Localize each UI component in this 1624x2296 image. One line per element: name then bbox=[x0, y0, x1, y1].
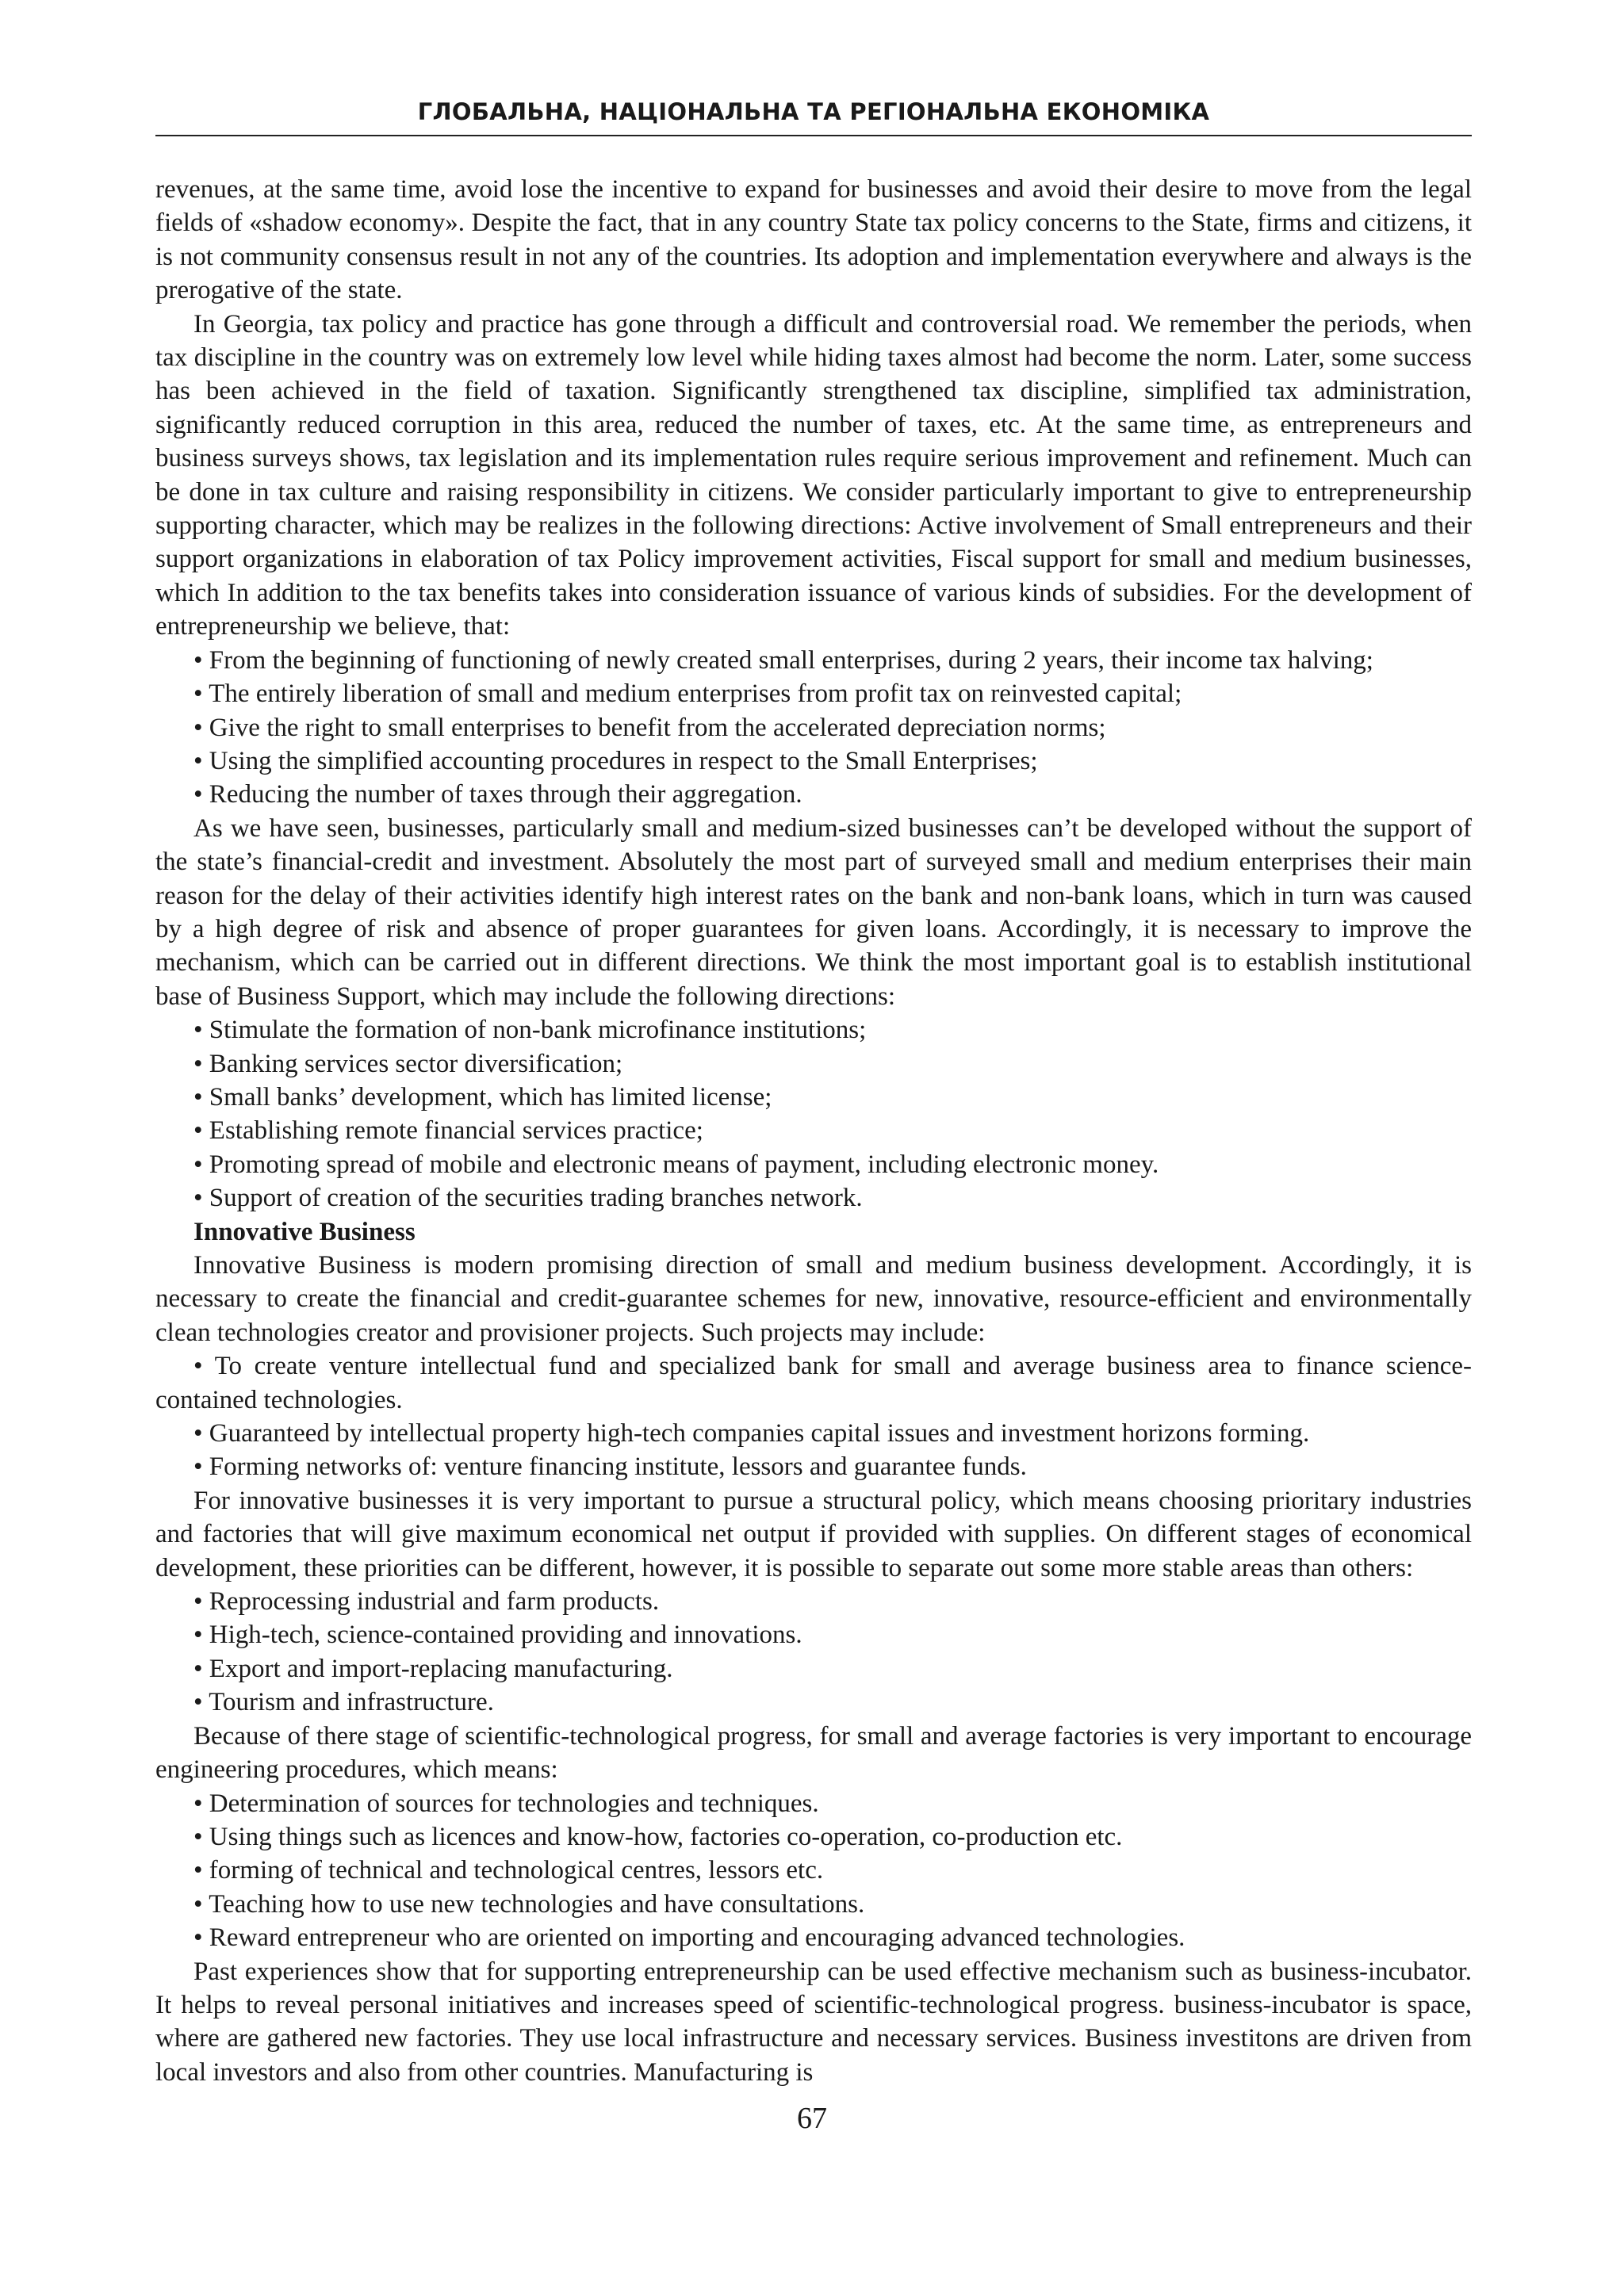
list-item: • Support of creation of the securities trading branches network. bbox=[193, 1184, 863, 1213]
list-item: • Reducing the number of taxes through their aggregation. bbox=[193, 780, 802, 809]
paragraph: In Georgia, tax policy and practice has gone through a difficult and controversial road. We remember the periods, when tax discipline in the country was on extremely low level while hiding taxes almost had become the norm. Later, some success has been achieved in the field of taxation. Significantly strengthened tax discipline, simplified tax administration, significantly reduced corruption in this area, reduced the number of taxes, etc. At the same time, as entrepreneurs and business surveys shows, tax legislation and its implementation rules require serious improvement and refinement. Much can be done in tax culture and raising responsibility in citizens. We consider particularly important to give to entrepreneurship supporting character, which may be realizes in the following directions: Active involvement of Small entrepreneurs and their support organizations in elaboration of tax Policy improvement activities, Fiscal support for small and medium businesses, which In addition to the tax benefits takes into consideration issuance of various kinds of subsidies. For the development of entrepreneurship we believe, that: bbox=[155, 309, 1472, 641]
section-heading: Innovative Business bbox=[193, 1217, 416, 1246]
list-item: • Using things such as licences and know-how, factories co-operation, co-production etc. bbox=[193, 1822, 1123, 1851]
list-item: • The entirely liberation of small and medium enterprises from profit tax on reinvested capital; bbox=[193, 679, 1182, 709]
list-item: • From the beginning of functioning of newly created small enterprises, during 2 years, their income tax halving; bbox=[193, 645, 1373, 675]
list-item: • Teaching how to use new technologies and have consultations. bbox=[193, 1889, 865, 1919]
list-item: • Forming networks of: venture financing institute, lessors and guarantee funds. bbox=[193, 1452, 1027, 1482]
page-number: 67 bbox=[797, 2102, 827, 2135]
paragraph-continuation: revenues, at the same time, avoid lose the incentive to expand for businesses and avoid their desire to move from the legal fields of «shadow economy». Despite the fact, that in any country State tax policy concerns to the State, firms and citizens, it is not community consensus result in not any of the countries. Its adoption and implementation everywhere and always is the prerogative of the state. bbox=[155, 175, 1472, 305]
list-item: • Small banks’ development, which has limited license; bbox=[193, 1082, 772, 1112]
list-item: • Stimulate the formation of non-bank microfinance institutions; bbox=[193, 1016, 867, 1045]
list-item: • To create venture intellectual fund and specialized bank for small and average business area to finance science-contained technologies. bbox=[155, 1352, 1472, 1414]
paragraph: As we have seen, businesses, particularly small and medium-sized businesses can’t be developed without the support of the state’s financial-credit and investment. Absolutely the most part of surveyed small and medium enterprises their main reason for the delay of their activities identify high interest rates on the bank and non-bank loans, which in turn was caused by a high degree of risk and absence of proper guarantees for given loans. Accordingly, it is necessary to improve the mechanism, which can be carried out in different directions. We think the most important goal is to establish institutional base of Business Support, which may include the following directions: bbox=[155, 813, 1472, 1011]
list-item: • Reward entrepreneur who are oriented on importing and encouraging advanced technologies. bbox=[193, 1923, 1185, 1953]
list-item: • Promoting spread of mobile and electronic means of payment, including electronic money. bbox=[193, 1150, 1159, 1179]
list-item: • Establishing remote financial services practice; bbox=[193, 1116, 703, 1146]
list-item: • Give the right to small enterprises to benefit from the accelerated depreciation norms; bbox=[193, 713, 1106, 742]
header-rule bbox=[155, 135, 1472, 136]
list-item: • Export and import-replacing manufacturing. bbox=[193, 1654, 673, 1683]
paragraph: Past experiences show that for supporting entrepreneurship can be used effective mechanism such as business-incubator. It helps to reveal personal initiatives and increases speed of scientific-technological progress. business-incubator is space, where are gathered new factories. They use local infrastructure and necessary services. Business investitons are driven from local investors and also from other countries. Manufacturing is bbox=[155, 1957, 1472, 2087]
article-body bbox=[155, 173, 1472, 2089]
paragraph: Because of there stage of scientific-technological progress, for small and average factories is very important to encourage engineering procedures, which means: bbox=[155, 1721, 1472, 1785]
paragraph: Innovative Business is modern promising direction of small and medium business development. Accordingly, it is necessary to create the financial and credit-guarantee schemes for new, innovative, resource-efficient and environmentally clean technologies creator and provisioner projects. Such projects may include: bbox=[155, 1251, 1472, 1347]
list-item: • High-tech, science-contained providing and innovations. bbox=[193, 1621, 802, 1650]
list-item: • Tourism and infrastructure. bbox=[193, 1688, 494, 1717]
running-header: ГЛОБАЛЬНА, НАЦІОНАЛЬНА ТА РЕГІОНАЛЬНА ЕКОНОМІКА bbox=[417, 98, 1210, 125]
list-item: • Using the simplified accounting procedures in respect to the Small Enterprises; bbox=[193, 746, 1038, 775]
list-item: • Guaranteed by intellectual property high-tech companies capital issues and investment horizons forming. bbox=[193, 1419, 1310, 1448]
list-item: • Banking services sector diversification; bbox=[193, 1049, 623, 1078]
list-item: • Determination of sources for technologies and techniques. bbox=[193, 1789, 819, 1818]
list-item: • Reprocessing industrial and farm products. bbox=[193, 1587, 660, 1617]
list-item: • forming of technical and technological centres, lessors etc. bbox=[193, 1856, 824, 1885]
paragraph: For innovative businesses it is very important to pursue a structural policy, which means choosing prioritary industries and factories that will give maximum economical net output if provided with supplies. On different stages of economical development, these priorities can be different, however, it is possible to separate out some more stable areas than others: bbox=[155, 1486, 1472, 1582]
